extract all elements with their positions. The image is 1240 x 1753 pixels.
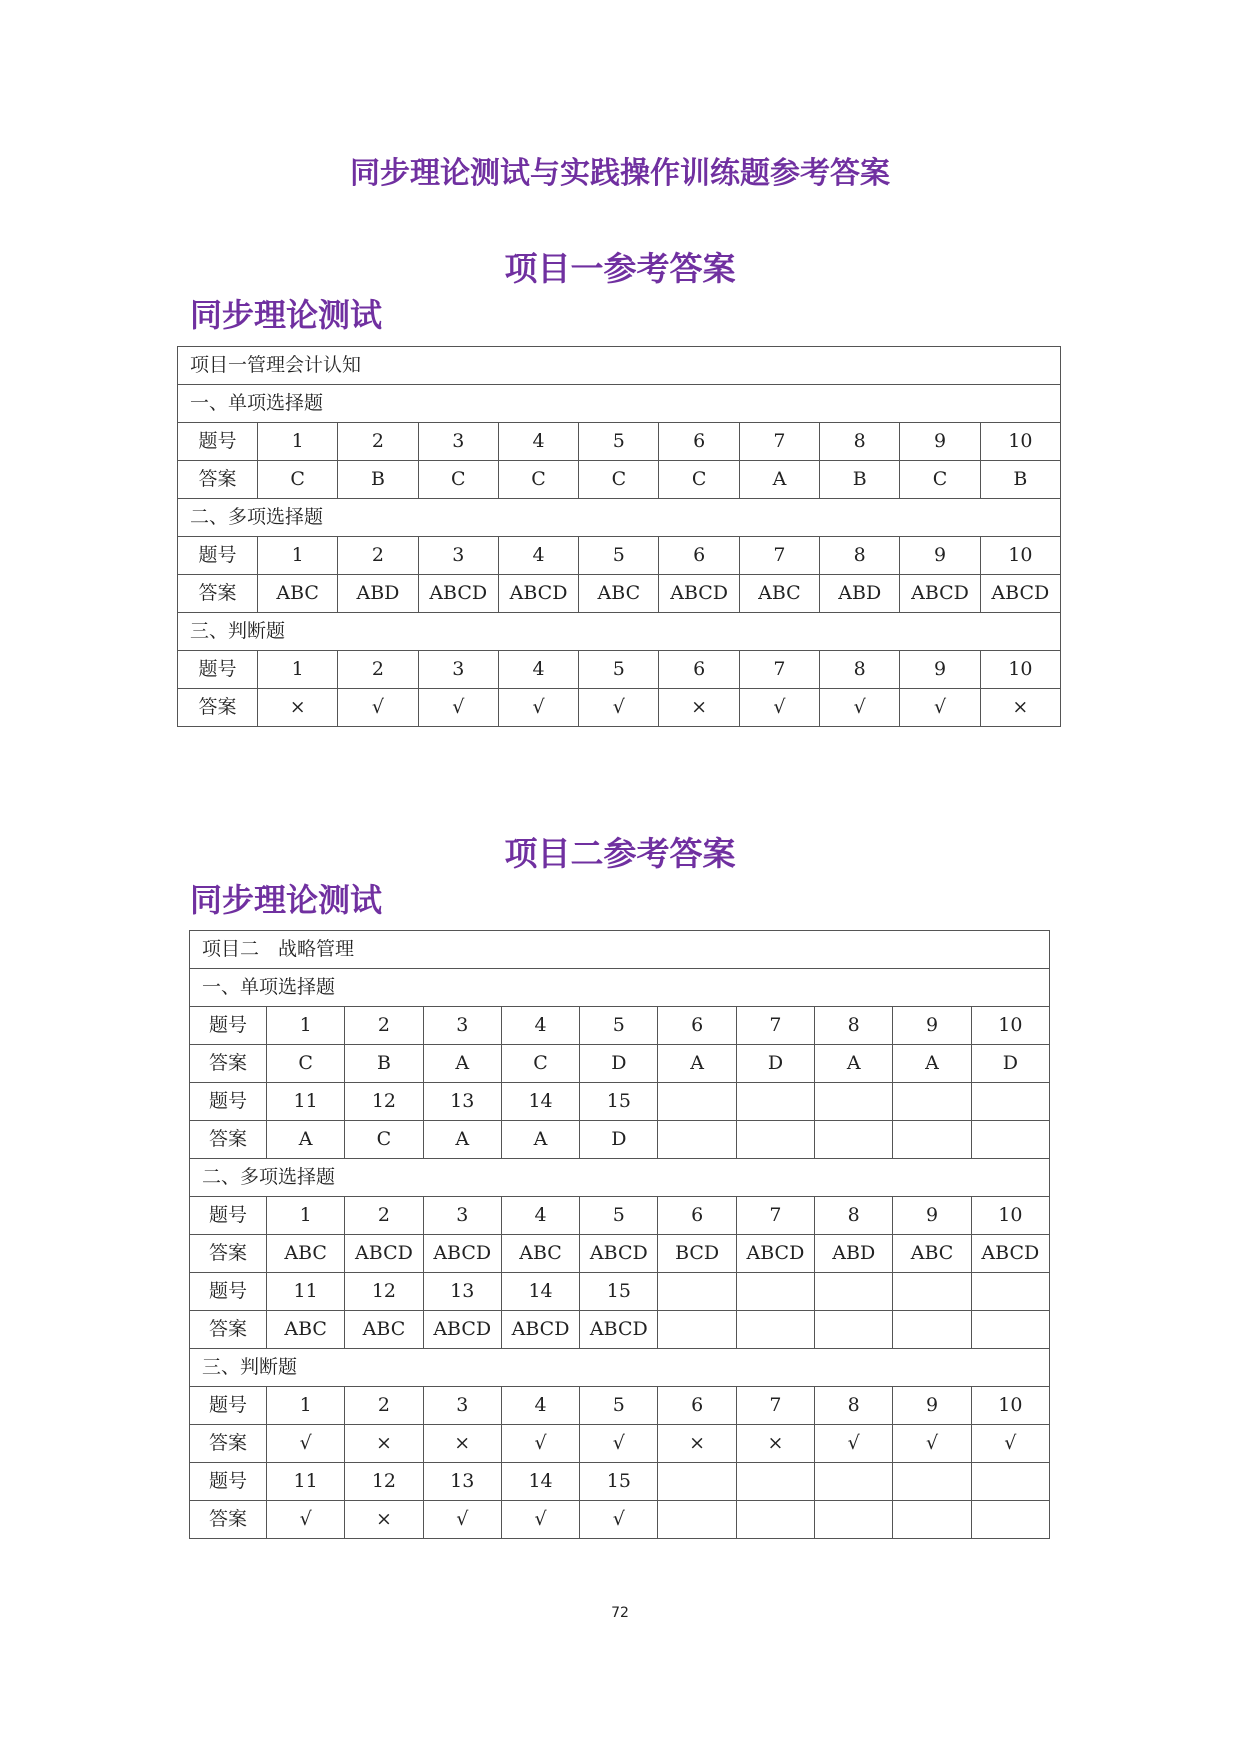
table-cell: C	[267, 1045, 345, 1083]
table-cell: √	[815, 1425, 893, 1463]
table-cell: 1	[258, 423, 338, 461]
table-row	[178, 461, 1061, 499]
table-cell	[658, 1273, 736, 1311]
table-cell: 6	[658, 1197, 736, 1235]
table-cell	[736, 1273, 814, 1311]
table-cell: ABCD	[498, 575, 578, 613]
row-label: 答案	[190, 1501, 267, 1539]
table-cell: ABCD	[345, 1235, 423, 1273]
table-row	[190, 1121, 1050, 1159]
table-row	[190, 1083, 1050, 1121]
project-1-answer-table	[177, 346, 1061, 727]
table-cell: 5	[580, 1197, 658, 1235]
section-heading: 二、多项选择题	[190, 1159, 1050, 1197]
table-cell: √	[501, 1501, 579, 1539]
table-cell: ABC	[739, 575, 819, 613]
table-cell: D	[736, 1045, 814, 1083]
table-row	[190, 1007, 1050, 1045]
table-cell: 13	[423, 1273, 501, 1311]
table-cell	[815, 1273, 893, 1311]
table-cell: 4	[498, 651, 578, 689]
row-label: 答案	[190, 1045, 267, 1083]
table-cell: 1	[258, 651, 338, 689]
table-cell: 2	[345, 1387, 423, 1425]
table-cell: ABCD	[418, 575, 498, 613]
table-cell: ABCD	[659, 575, 739, 613]
table-cell: ABC	[501, 1235, 579, 1273]
table-cell: 2	[345, 1007, 423, 1045]
table-cell: 2	[345, 1197, 423, 1235]
table-cell: 9	[900, 651, 980, 689]
row-label: 答案	[178, 689, 258, 727]
row-label: 答案	[190, 1425, 267, 1463]
table-cell: 15	[580, 1463, 658, 1501]
table-cell	[736, 1311, 814, 1349]
table-cell	[736, 1083, 814, 1121]
table-cell: 7	[739, 423, 819, 461]
table-cell: BCD	[658, 1235, 736, 1273]
row-label: 题号	[190, 1463, 267, 1501]
table-cell: D	[580, 1121, 658, 1159]
row-label: 题号	[178, 537, 258, 575]
table-row	[190, 1387, 1050, 1425]
table-cell: C	[579, 461, 659, 499]
table-cell	[893, 1311, 971, 1349]
table-cell: √	[579, 689, 659, 727]
table-cell: √	[580, 1501, 658, 1539]
table-cell: 7	[736, 1007, 814, 1045]
table-cell: A	[423, 1045, 501, 1083]
section-heading: 一、单项选择题	[178, 385, 1061, 423]
table-cell: ABCD	[501, 1311, 579, 1349]
table-row	[190, 1235, 1050, 1273]
table-cell: ×	[345, 1425, 423, 1463]
table-cell: 8	[820, 651, 900, 689]
table-cell: 1	[267, 1197, 345, 1235]
table-cell: 10	[971, 1387, 1049, 1425]
table-cell: 5	[579, 423, 659, 461]
table-cell: 12	[345, 1463, 423, 1501]
table-cell: 7	[736, 1387, 814, 1425]
row-label: 题号	[178, 651, 258, 689]
row-label: 题号	[178, 423, 258, 461]
table-cell	[971, 1311, 1049, 1349]
section-heading: 三、判断题	[178, 613, 1061, 651]
project-1-subtitle: 同步理论测试	[190, 296, 383, 334]
table-cell: √	[501, 1425, 579, 1463]
project-2-title: 项目二参考答案	[504, 834, 736, 873]
table-cell: ABCD	[580, 1311, 658, 1349]
table-cell: √	[820, 689, 900, 727]
table-row	[190, 1045, 1050, 1083]
table-cell: 10	[980, 423, 1060, 461]
table-cell	[736, 1121, 814, 1159]
table-cell: 3	[418, 651, 498, 689]
table-cell: 10	[971, 1007, 1049, 1045]
table-cell: ABD	[815, 1235, 893, 1273]
table-cell: ABC	[267, 1235, 345, 1273]
table-cell: √	[498, 689, 578, 727]
table-cell	[971, 1501, 1049, 1539]
section-heading: 一、单项选择题	[190, 969, 1050, 1007]
table-cell: ABC	[579, 575, 659, 613]
table-cell	[736, 1501, 814, 1539]
table-cell: 9	[893, 1007, 971, 1045]
row-label: 答案	[178, 575, 258, 613]
table-cell	[815, 1083, 893, 1121]
table-cell	[815, 1121, 893, 1159]
row-label: 答案	[190, 1235, 267, 1273]
table-cell: ABCD	[736, 1235, 814, 1273]
table-cell: ×	[345, 1501, 423, 1539]
table-cell: 8	[820, 537, 900, 575]
table-cell: √	[338, 689, 418, 727]
project-2-answer-table	[189, 930, 1050, 1539]
table-cell: ABC	[893, 1235, 971, 1273]
table-cell: √	[739, 689, 819, 727]
table-cell: C	[418, 461, 498, 499]
table-cell: √	[580, 1425, 658, 1463]
table-cell: ×	[659, 689, 739, 727]
section-heading: 三、判断题	[190, 1349, 1050, 1387]
table-cell: 3	[418, 537, 498, 575]
table-cell: ABCD	[971, 1235, 1049, 1273]
table-cell: B	[820, 461, 900, 499]
table-cell: ×	[258, 689, 338, 727]
table-cell: ABCD	[900, 575, 980, 613]
table-cell: C	[659, 461, 739, 499]
table-cell: 4	[501, 1387, 579, 1425]
table-cell	[893, 1273, 971, 1311]
table-cell: 4	[501, 1007, 579, 1045]
table-cell: A	[658, 1045, 736, 1083]
table-cell: ×	[980, 689, 1060, 727]
table-cell: √	[418, 689, 498, 727]
table-cell	[658, 1121, 736, 1159]
table-cell: 8	[815, 1197, 893, 1235]
table-row	[190, 1311, 1050, 1349]
table-cell: ABD	[338, 575, 418, 613]
table-cell	[736, 1463, 814, 1501]
table-cell: ABCD	[580, 1235, 658, 1273]
page-number: 72	[611, 1605, 629, 1621]
table-cell	[971, 1463, 1049, 1501]
table-cell	[815, 1501, 893, 1539]
row-label: 题号	[190, 1007, 267, 1045]
table-title: 项目二 战略管理	[190, 931, 1050, 969]
table-cell: 15	[580, 1083, 658, 1121]
table-cell: 9	[900, 423, 980, 461]
project-2-subtitle: 同步理论测试	[190, 881, 383, 919]
table-cell: 3	[423, 1387, 501, 1425]
row-label: 答案	[190, 1311, 267, 1349]
table-cell: 2	[338, 423, 418, 461]
table-cell: √	[971, 1425, 1049, 1463]
table-cell: C	[498, 461, 578, 499]
table-row	[178, 575, 1061, 613]
table-cell: √	[423, 1501, 501, 1539]
table-cell: 6	[659, 651, 739, 689]
table-cell: 8	[815, 1387, 893, 1425]
table-cell: ABCD	[980, 575, 1060, 613]
row-label: 答案	[190, 1121, 267, 1159]
table-cell: √	[900, 689, 980, 727]
table-cell: 7	[739, 537, 819, 575]
table-cell	[815, 1311, 893, 1349]
row-label: 题号	[190, 1197, 267, 1235]
table-cell: ABCD	[423, 1235, 501, 1273]
table-cell: A	[501, 1121, 579, 1159]
table-row	[190, 1425, 1050, 1463]
table-cell: 5	[579, 651, 659, 689]
table-cell: A	[423, 1121, 501, 1159]
table-cell: 13	[423, 1463, 501, 1501]
table-cell	[893, 1083, 971, 1121]
table-cell: 9	[893, 1197, 971, 1235]
table-cell: 9	[900, 537, 980, 575]
table-cell: ×	[658, 1425, 736, 1463]
table-cell: 2	[338, 651, 418, 689]
table-cell: 6	[659, 423, 739, 461]
table-cell: 10	[980, 651, 1060, 689]
table-cell: 12	[345, 1273, 423, 1311]
table-cell: 5	[580, 1387, 658, 1425]
table-cell: 10	[971, 1197, 1049, 1235]
table-row	[190, 1273, 1050, 1311]
table-cell: 3	[423, 1197, 501, 1235]
table-cell	[893, 1121, 971, 1159]
table-cell: √	[893, 1425, 971, 1463]
table-cell	[971, 1121, 1049, 1159]
table-cell: 11	[267, 1273, 345, 1311]
table-cell	[893, 1463, 971, 1501]
table-cell: ABD	[820, 575, 900, 613]
table-cell: C	[345, 1121, 423, 1159]
table-cell: √	[267, 1425, 345, 1463]
table-cell: 1	[258, 537, 338, 575]
row-label: 答案	[178, 461, 258, 499]
table-cell: 13	[423, 1083, 501, 1121]
table-row	[178, 651, 1061, 689]
table-cell: 6	[658, 1007, 736, 1045]
table-cell: A	[893, 1045, 971, 1083]
table-cell: A	[267, 1121, 345, 1159]
table-cell: ABC	[267, 1311, 345, 1349]
table-cell	[971, 1083, 1049, 1121]
table-cell: A	[739, 461, 819, 499]
table-cell: ×	[736, 1425, 814, 1463]
table-cell: 8	[815, 1007, 893, 1045]
table-cell: 5	[580, 1007, 658, 1045]
table-cell: C	[900, 461, 980, 499]
table-cell: 5	[579, 537, 659, 575]
table-cell	[893, 1501, 971, 1539]
table-cell: 4	[498, 423, 578, 461]
document-title: 同步理论测试与实践操作训练题参考答案	[350, 156, 890, 191]
table-cell: 4	[498, 537, 578, 575]
table-cell: 7	[736, 1197, 814, 1235]
table-cell: 1	[267, 1007, 345, 1045]
table-cell: 10	[980, 537, 1060, 575]
table-row	[190, 1463, 1050, 1501]
table-cell: 3	[423, 1007, 501, 1045]
table-cell: 3	[418, 423, 498, 461]
table-cell: B	[338, 461, 418, 499]
table-cell	[658, 1083, 736, 1121]
table-cell: ABC	[345, 1311, 423, 1349]
table-cell: C	[501, 1045, 579, 1083]
row-label: 题号	[190, 1083, 267, 1121]
table-cell: 1	[267, 1387, 345, 1425]
table-cell	[658, 1311, 736, 1349]
table-cell: 9	[893, 1387, 971, 1425]
table-cell: A	[815, 1045, 893, 1083]
table-cell: D	[580, 1045, 658, 1083]
table-cell: ABC	[258, 575, 338, 613]
table-cell: 14	[501, 1273, 579, 1311]
table-cell: 11	[267, 1463, 345, 1501]
row-label: 题号	[190, 1387, 267, 1425]
table-cell: B	[980, 461, 1060, 499]
table-row	[190, 1197, 1050, 1235]
table-cell: 14	[501, 1463, 579, 1501]
table-cell: 12	[345, 1083, 423, 1121]
table-cell: 7	[739, 651, 819, 689]
table-cell	[971, 1273, 1049, 1311]
table-cell: 14	[501, 1083, 579, 1121]
section-heading: 二、多项选择题	[178, 499, 1061, 537]
table-cell: 11	[267, 1083, 345, 1121]
table-title: 项目一管理会计认知	[178, 347, 1061, 385]
table-cell: B	[345, 1045, 423, 1083]
table-row	[178, 537, 1061, 575]
table-row	[178, 689, 1061, 727]
project-1-title: 项目一参考答案	[504, 249, 736, 288]
table-row	[190, 1501, 1050, 1539]
table-cell: 2	[338, 537, 418, 575]
row-label: 题号	[190, 1273, 267, 1311]
table-cell	[815, 1463, 893, 1501]
table-cell: 15	[580, 1273, 658, 1311]
table-cell: 6	[658, 1387, 736, 1425]
table-cell: ABCD	[423, 1311, 501, 1349]
table-cell: √	[267, 1501, 345, 1539]
table-cell: 8	[820, 423, 900, 461]
table-cell: ×	[423, 1425, 501, 1463]
table-cell: D	[971, 1045, 1049, 1083]
table-cell	[658, 1501, 736, 1539]
table-cell: C	[258, 461, 338, 499]
table-cell: 6	[659, 537, 739, 575]
table-row	[178, 423, 1061, 461]
table-cell	[658, 1463, 736, 1501]
table-cell: 4	[501, 1197, 579, 1235]
